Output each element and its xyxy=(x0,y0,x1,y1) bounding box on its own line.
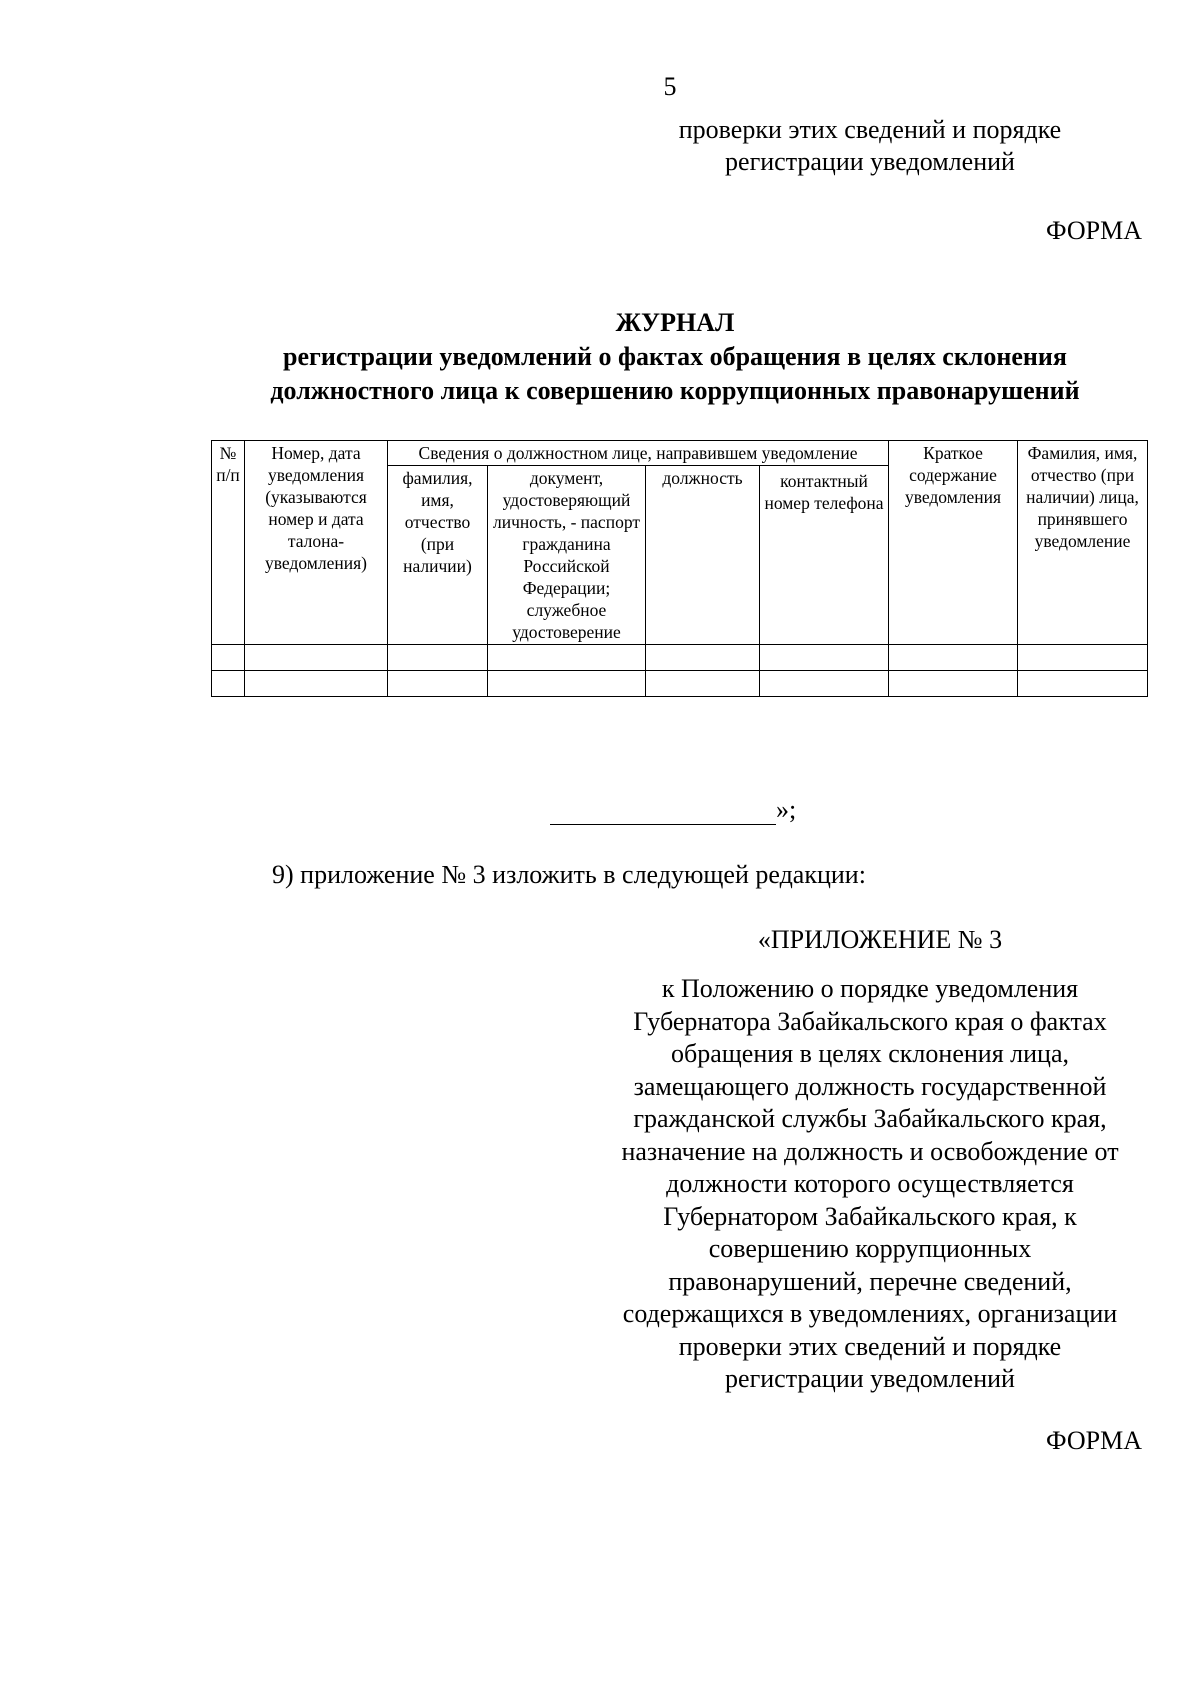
table-cell xyxy=(388,645,488,671)
journal-table xyxy=(211,440,1148,697)
annex-body-line: назначение на должность и освобождение от xyxy=(621,1136,1119,1166)
table-cell xyxy=(1018,645,1148,671)
annex-body-line: гражданской службы Забайкальского края, xyxy=(633,1104,1107,1133)
table-cell xyxy=(488,671,646,697)
underline-blank xyxy=(550,798,776,825)
journal-subtitle-line: должностного лица к совершению коррупционных правонарушений xyxy=(270,376,1080,405)
annex-body-line: Губернатором Забайкальского края, к xyxy=(663,1201,1077,1231)
table-cell xyxy=(760,671,889,697)
table-cell xyxy=(245,645,388,671)
table-row xyxy=(212,645,1148,671)
header-cell-phone: контактный номер телефона xyxy=(760,466,889,645)
annex-body-line: обращения в целях склонения лица, xyxy=(670,1039,1069,1068)
annex-body-line: Губернатора Забайкальского края о фактах xyxy=(633,1006,1107,1036)
table-cell xyxy=(212,671,245,697)
table-cell xyxy=(1018,671,1148,697)
header-cell-no: № п/п xyxy=(212,441,245,645)
table-cell xyxy=(760,645,889,671)
table-cell xyxy=(388,671,488,697)
header-cell-official-group: Сведения о должностном лице, направившем уведомление xyxy=(388,441,889,466)
header-cell-summary: Краткое содержание уведомления xyxy=(889,441,1018,645)
annex-tail-line: регистрации уведомлений xyxy=(725,147,1015,176)
table-cell xyxy=(646,671,760,697)
form-label: ФОРМА xyxy=(1046,216,1142,245)
closing-line xyxy=(550,795,796,825)
journal-title xyxy=(210,306,1140,408)
annex-3-title: «ПРИЛОЖЕНИЕ № 3 xyxy=(757,925,1003,954)
annex-body-line: регистрации уведомлений xyxy=(725,1364,1015,1393)
header-cell-number-date: Номер, дата уведомления (указываются номер и дата талона-уведомления) xyxy=(245,441,388,645)
closing-quote: »; xyxy=(776,795,797,824)
header-cell-receiver: Фамилия, имя, отчество (при наличии) лица, принявшего уведомление xyxy=(1018,441,1148,645)
annex-body-line: совершению коррупционных xyxy=(708,1234,1032,1263)
annex-body-line: должности которого осуществляется xyxy=(666,1169,1074,1198)
header-cell-position: должность xyxy=(646,466,760,645)
item-9-text: 9) приложение № 3 изложить в следующей редакции: xyxy=(272,860,866,889)
page-number: 5 xyxy=(663,72,677,101)
journal-subtitle-line: регистрации уведомлений о фактах обращения в целях склонения xyxy=(283,342,1067,371)
header-cell-fio: фамилия, имя, отчество (при наличии) xyxy=(388,466,488,645)
annex-body-line: содержащихся в уведомлениях, организации xyxy=(622,1299,1118,1328)
table-cell xyxy=(646,645,760,671)
annex-body-line: к Положению о порядке уведомления xyxy=(661,974,1079,1003)
table-cell xyxy=(488,645,646,671)
form-label: ФОРМА xyxy=(1046,1426,1142,1455)
table-cell xyxy=(889,671,1018,697)
annex-3-body xyxy=(600,973,1140,1396)
table-cell xyxy=(889,645,1018,671)
annex-tail-line: проверки этих сведений и порядке xyxy=(678,115,1062,144)
annex-body-line: правонарушений, перечне сведений, xyxy=(668,1266,1072,1296)
annex-tail-text xyxy=(600,114,1140,178)
table-cell xyxy=(212,645,245,671)
table-header-row xyxy=(212,441,1148,466)
journal-heading: ЖУРНАЛ xyxy=(615,308,735,337)
table-row xyxy=(212,671,1148,697)
table-cell xyxy=(245,671,388,697)
annex-body-line: замещающего должность государственной xyxy=(633,1071,1107,1101)
header-cell-document: документ, удостоверяющий личность, - паспорт гражданина Российской Федерации; служебное удостоверение xyxy=(488,466,646,645)
annex-body-line: проверки этих сведений и порядке xyxy=(678,1331,1062,1361)
